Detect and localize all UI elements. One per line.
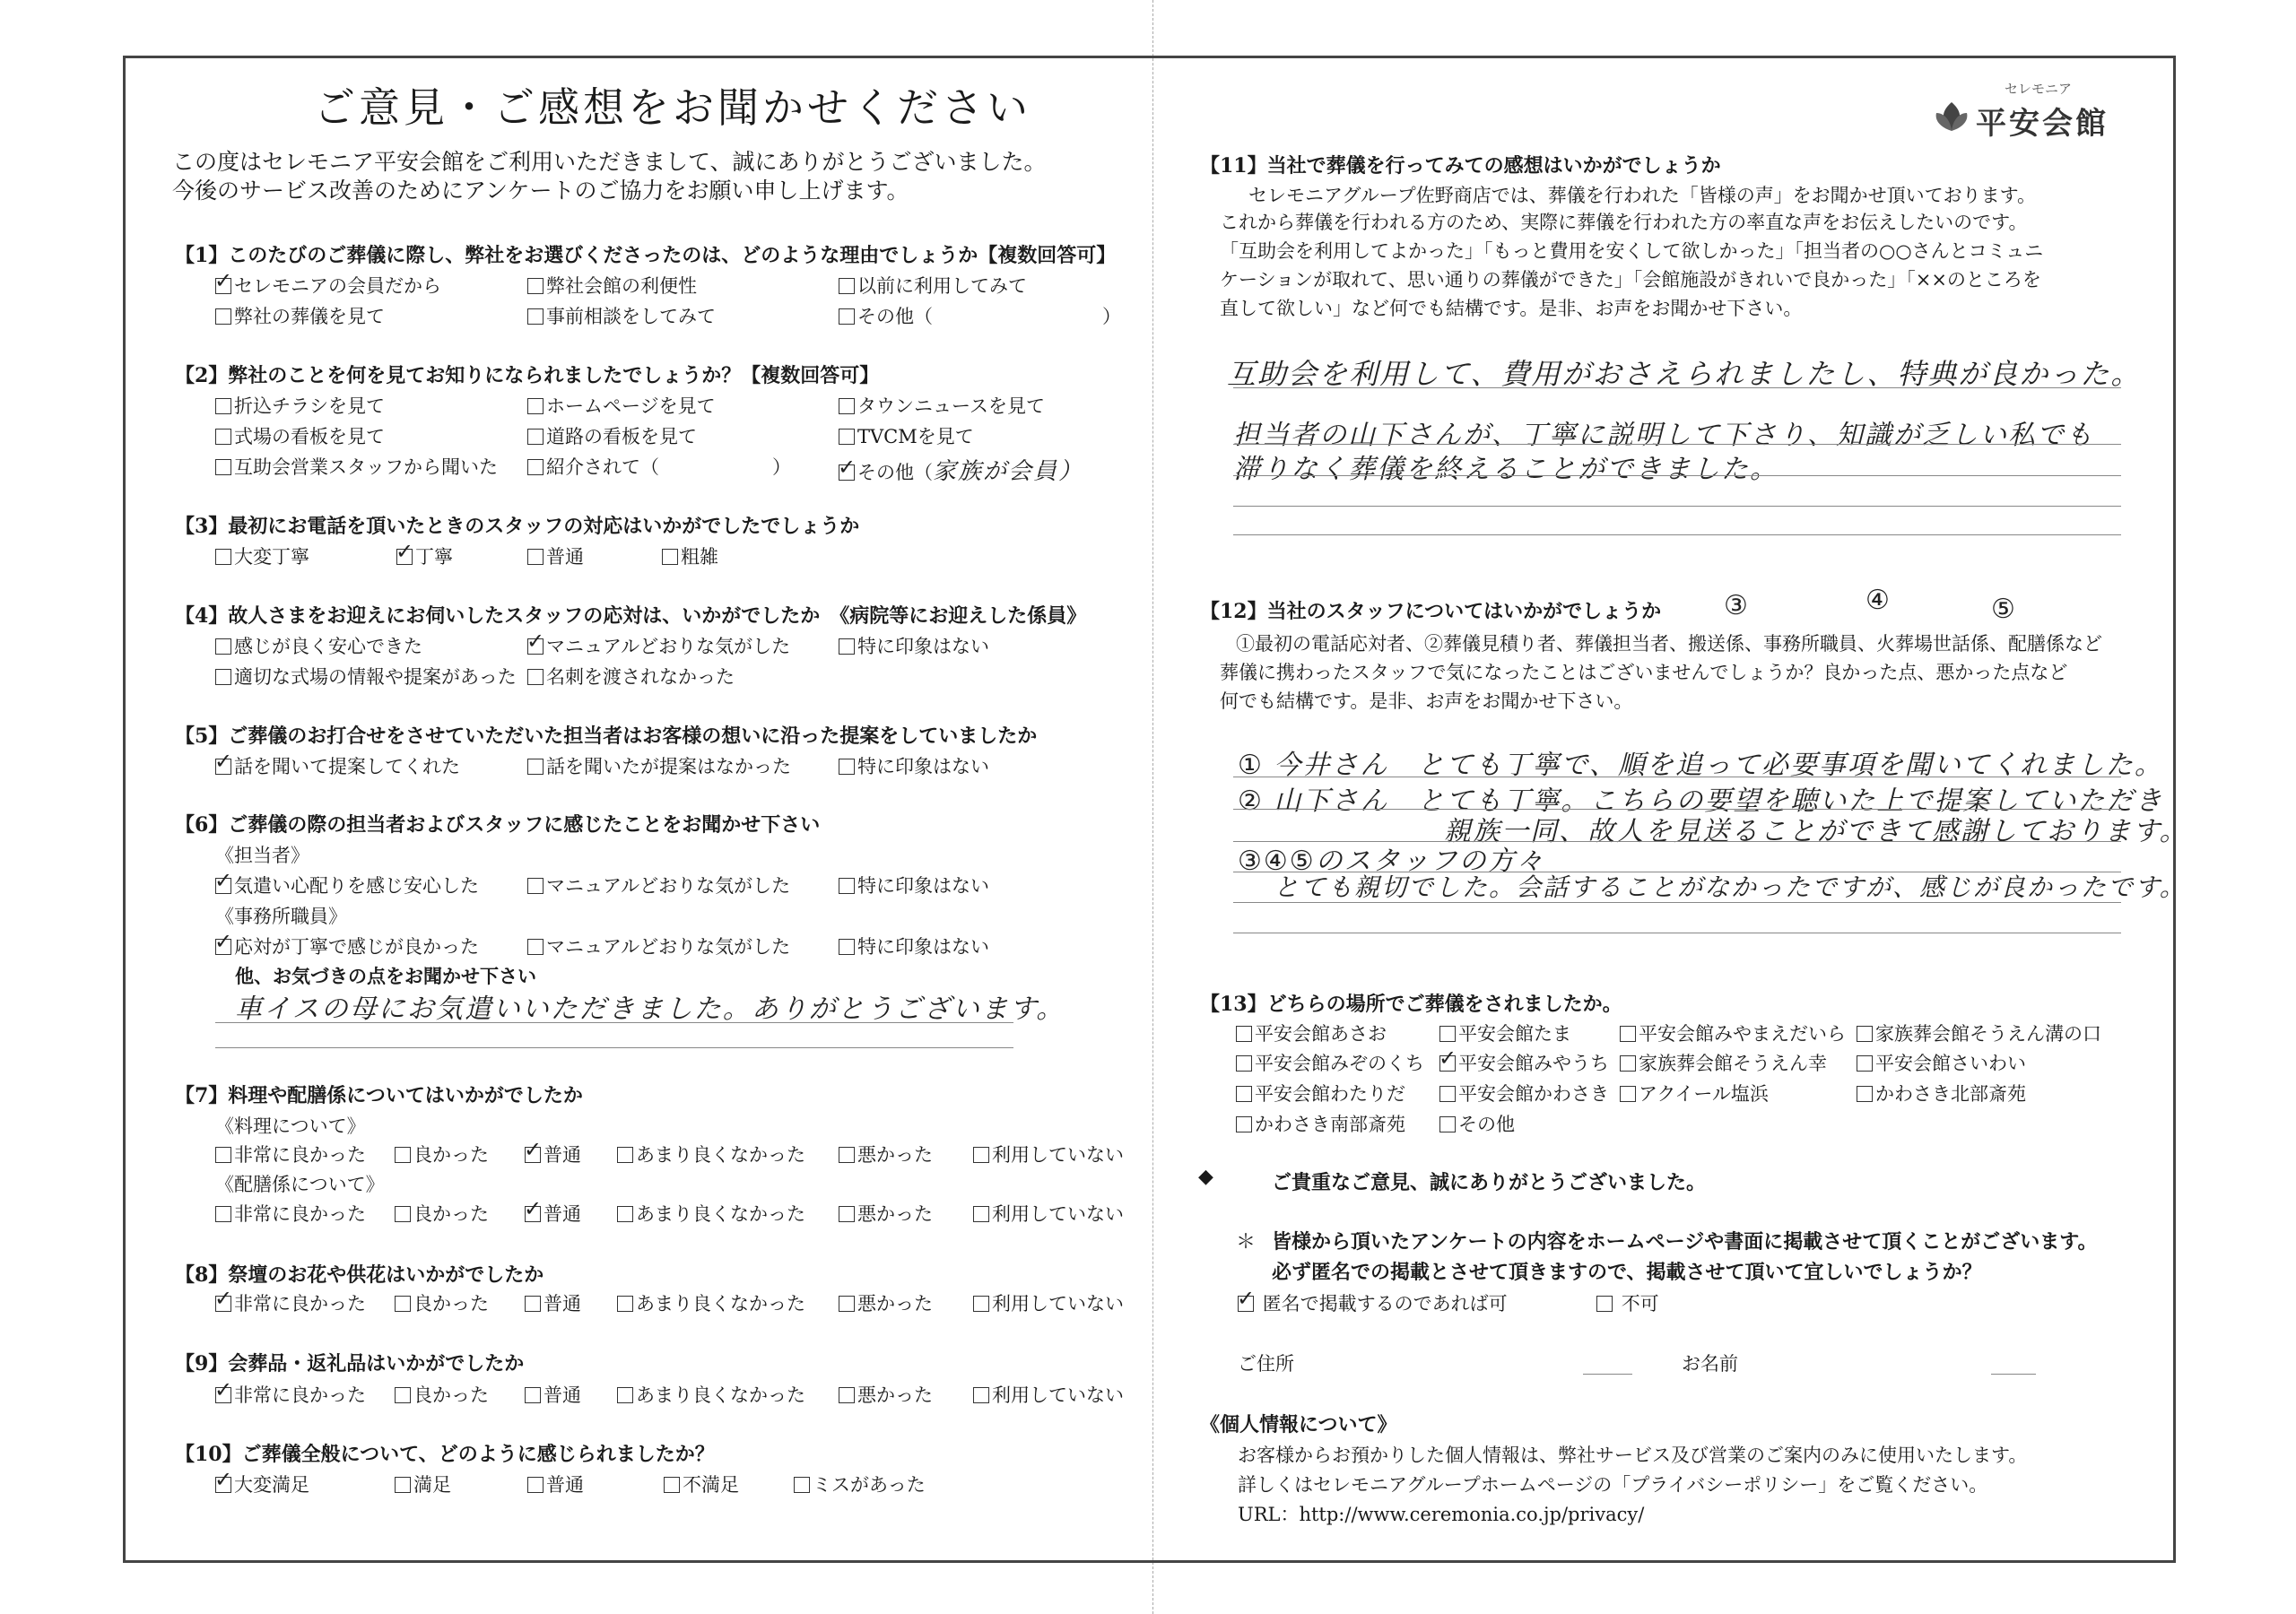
checkbox[interactable] bbox=[527, 429, 544, 445]
q4-option[interactable]: 適切な式場の情報や提案があった bbox=[215, 663, 517, 690]
q12-handwritten: とても親切でした。会話することがなかったですが、感じが良かったです。 bbox=[1274, 872, 2187, 902]
q11-text: これから葬儀を行われる方のため、実際に葬儀を行われた方の率直な声をお伝えしたいのです。 bbox=[1220, 212, 2028, 233]
checkbox[interactable] bbox=[1236, 1026, 1252, 1042]
q6-handwritten: 車イスの母にお気遣いいただきました。ありがとうございます。 bbox=[235, 994, 1065, 1025]
publish-option-no[interactable]: 不可 bbox=[1596, 1289, 1659, 1316]
q7-option[interactable]: ✓ 普通 bbox=[525, 1141, 581, 1167]
q9-option[interactable]: あまり良くなかった bbox=[617, 1381, 805, 1408]
checkbox[interactable] bbox=[839, 1387, 855, 1403]
checkbox[interactable] bbox=[617, 1296, 633, 1312]
checkbox[interactable] bbox=[527, 459, 544, 475]
q2-option[interactable]: タウンニュースを見て bbox=[839, 392, 1045, 419]
q10-label: 【10】ご葬儀全般について、どのように感じられましたか？ bbox=[175, 1443, 715, 1466]
address-line[interactable] bbox=[1583, 1374, 1632, 1375]
checkbox[interactable] bbox=[1236, 1116, 1252, 1132]
checkbox[interactable] bbox=[839, 1296, 855, 1312]
checkbox-checked[interactable] bbox=[215, 1296, 231, 1312]
answer-line bbox=[1233, 534, 2121, 535]
q2-option[interactable]: ✓ その他（家族が会員） bbox=[839, 453, 1083, 486]
checkbox[interactable] bbox=[839, 759, 855, 775]
checkbox[interactable] bbox=[1439, 1116, 1456, 1132]
checkbox-checked[interactable] bbox=[215, 1387, 231, 1403]
publish-note-2: 必ず匿名での掲載とさせて頂きますので、掲載させて頂いて宜しいでしょうか？ bbox=[1272, 1261, 1982, 1284]
q13-option[interactable]: その他 bbox=[1439, 1110, 1515, 1137]
checkbox[interactable] bbox=[395, 1477, 411, 1493]
q12-handwritten: ③④⑤のスタッフの方々 bbox=[1238, 846, 1545, 877]
privacy-url[interactable]: URL：http://www.ceremonia.co.jp/privacy/ bbox=[1238, 1504, 1645, 1525]
q6-option[interactable]: ✓応対が丁寧で感じが良かった bbox=[215, 933, 479, 959]
q7-option[interactable]: 悪かった bbox=[839, 1141, 933, 1167]
q1-option[interactable]: ✓セレモニアの会員だから bbox=[215, 272, 441, 299]
checkbox[interactable] bbox=[1236, 1086, 1252, 1102]
checkbox[interactable] bbox=[527, 398, 544, 414]
logo-name: 平安会館 bbox=[1976, 106, 2109, 142]
answer-line bbox=[1233, 444, 2121, 445]
publish-note-1: 皆様から頂いたアンケートの内容をホームページや書面に掲載させて頂くことがございます。 bbox=[1272, 1230, 2098, 1254]
q13-option[interactable]: ✓ 平安会館みやうち bbox=[1439, 1049, 1609, 1076]
checkbox[interactable] bbox=[215, 638, 231, 655]
q2-handwritten: 家族が会員） bbox=[933, 458, 1084, 485]
diamond-icon: ◆ bbox=[1198, 1166, 1213, 1188]
checkbox[interactable] bbox=[215, 1147, 231, 1163]
checkbox[interactable] bbox=[839, 429, 855, 445]
intro-line-1: この度はセレモニア平安会館をご利用いただきまして、誠にありがとうございました。 bbox=[172, 149, 1047, 175]
checkbox[interactable] bbox=[527, 878, 544, 894]
q4-option[interactable]: 名刺を渡されなかった bbox=[527, 663, 735, 690]
checkbox-checked[interactable] bbox=[527, 638, 544, 655]
q8-option[interactable]: ✓非常に良かった bbox=[215, 1289, 366, 1316]
q8-option[interactable]: 悪かった bbox=[839, 1289, 933, 1316]
privacy-line-2: 詳しくはセレモニアグループホームページの「プライバシーポリシー」をご覧ください。 bbox=[1238, 1474, 1988, 1496]
q10-option[interactable]: ✓大変満足 bbox=[215, 1471, 309, 1497]
q6-sub2: 《事務所職員》 bbox=[215, 906, 347, 927]
logo-flower-icon bbox=[1933, 99, 1970, 134]
q3-option[interactable]: 普通 bbox=[527, 542, 584, 569]
q7-option[interactable]: 良かった bbox=[395, 1200, 489, 1227]
checkbox[interactable] bbox=[662, 549, 678, 565]
checkbox[interactable] bbox=[527, 759, 544, 775]
q7-option[interactable]: 非常に良かった bbox=[215, 1200, 366, 1227]
checkbox[interactable] bbox=[525, 1296, 541, 1312]
q2-option[interactable]: 紹介されて（ ） bbox=[527, 453, 791, 480]
q1-option[interactable]: 以前に利用してみて bbox=[839, 272, 1027, 299]
q10-option[interactable]: 普通 bbox=[527, 1471, 584, 1497]
checkbox[interactable] bbox=[525, 1387, 541, 1403]
q7-option[interactable]: 悪かった bbox=[839, 1200, 933, 1227]
q13-option[interactable]: 平安会館わたりだ bbox=[1236, 1080, 1405, 1106]
checkbox-checked[interactable] bbox=[215, 939, 231, 955]
q4-option[interactable]: ✓ マニュアルどおりな気がした bbox=[527, 632, 790, 659]
checkbox[interactable] bbox=[839, 398, 855, 414]
q6-other-label: 他、お気づきの点をお聞かせ下さい bbox=[235, 965, 536, 987]
q6-sub1: 《担当者》 bbox=[215, 845, 309, 866]
q6-option[interactable]: 特に印象はない bbox=[839, 872, 989, 898]
q12-handwritten: ① 今井さん とても丁寧で、順を追って必要事項を聞いてくれました。 bbox=[1238, 750, 2163, 781]
q7-option[interactable]: 利用していない bbox=[973, 1200, 1124, 1227]
address-label: ご住所 bbox=[1238, 1353, 1294, 1375]
q10-option[interactable]: ミスがあった bbox=[794, 1471, 926, 1497]
checkbox[interactable] bbox=[395, 1296, 411, 1312]
q13-option[interactable]: 平安会館あさお bbox=[1236, 1020, 1387, 1046]
q11-text: 直して欲しい」など何でも結構です。是非、お声をお聞かせ下さい。 bbox=[1220, 298, 1803, 319]
q1-option[interactable]: 弊社の葬儀を見て bbox=[215, 302, 385, 329]
q6-option[interactable]: ✓気遣い心配りを感じ安心した bbox=[215, 872, 479, 898]
checkbox[interactable] bbox=[527, 308, 544, 325]
q11-handwritten: 互助会を利用して、費用がおさえられましたし、特典が良かった。 bbox=[1227, 357, 2142, 391]
intro-line-2: 今後のサービス改善のためにアンケートのご協力をお願い申し上げます。 bbox=[172, 178, 909, 204]
answer-line bbox=[1233, 506, 2121, 507]
q1-option[interactable]: その他（ ） bbox=[839, 302, 1121, 329]
q11-text: 「互助会を利用してよかった」「もっと費用を安くして欲しかった」「担当者の○○さんとコミュニ bbox=[1220, 240, 2044, 262]
q5-label: 【5】ご葬儀のお打合せをさせていただいた担当者はお客様の想いに沿った提案をしていましたか bbox=[175, 725, 1038, 748]
checkbox[interactable] bbox=[839, 1147, 855, 1163]
checkbox[interactable] bbox=[215, 1206, 231, 1222]
page-title: ご意見・ご感想をお聞かせください bbox=[314, 83, 1031, 132]
q13-option[interactable]: 平安会館さいわい bbox=[1857, 1049, 2026, 1076]
q12-text: 何でも結構です。是非、お声をお聞かせ下さい。 bbox=[1220, 690, 1633, 712]
checkbox[interactable] bbox=[839, 878, 855, 894]
q7-option[interactable]: 利用していない bbox=[973, 1141, 1124, 1167]
checkbox-checked[interactable] bbox=[215, 878, 231, 894]
q7-sub2: 《配膳係について》 bbox=[215, 1174, 385, 1195]
q8-option[interactable]: 良かった bbox=[395, 1289, 489, 1316]
checkbox[interactable] bbox=[527, 278, 544, 294]
answer-line bbox=[1233, 475, 2121, 476]
checkbox[interactable] bbox=[527, 549, 544, 565]
q6-option[interactable]: 特に印象はない bbox=[839, 933, 989, 959]
q13-option[interactable]: 家族葬会館そうえん幸 bbox=[1620, 1049, 1827, 1076]
q2-option[interactable]: 道路の看板を見て bbox=[527, 422, 697, 449]
q5-option[interactable]: ✓話を聞いて提案してくれた bbox=[215, 752, 460, 779]
checkbox-checked[interactable] bbox=[839, 464, 855, 481]
checkbox[interactable] bbox=[1236, 1055, 1252, 1072]
q5-option[interactable]: 話を聞いたが提案はなかった bbox=[527, 752, 791, 779]
q7-option[interactable]: あまり良くなかった bbox=[617, 1141, 805, 1167]
q2-option[interactable]: ホームページを見て bbox=[527, 392, 716, 419]
q7-option[interactable]: 非常に良かった bbox=[215, 1141, 366, 1167]
checkbox[interactable] bbox=[1620, 1086, 1636, 1102]
q4-option[interactable]: 特に印象はない bbox=[839, 632, 989, 659]
privacy-line-1: お客様からお預かりした個人情報は、弊社サービス及び営業のご案内のみに使用いたします。 bbox=[1238, 1445, 2028, 1466]
checkbox-checked[interactable] bbox=[525, 1206, 541, 1222]
q2-option[interactable]: 折込チラシを見て bbox=[215, 392, 385, 419]
checkbox[interactable] bbox=[395, 1387, 411, 1403]
q3-option[interactable]: 大変丁寧 bbox=[215, 542, 309, 569]
q7-sub1: 《料理について》 bbox=[215, 1115, 366, 1137]
q1-option[interactable]: 弊社会館の利便性 bbox=[527, 272, 697, 299]
checkbox[interactable] bbox=[839, 939, 855, 955]
checkbox-checked[interactable] bbox=[1238, 1296, 1254, 1312]
checkbox[interactable] bbox=[527, 669, 544, 685]
checkbox[interactable] bbox=[395, 1206, 411, 1222]
q6-label: 【6】ご葬儀の際の担当者およびスタッフに感じたことをお聞かせ下さい bbox=[175, 813, 821, 837]
checkbox[interactable] bbox=[215, 429, 231, 445]
q13-option[interactable]: 平安会館たま bbox=[1439, 1020, 1571, 1046]
q3-label: 【3】最初にお電話を頂いたときのスタッフの対応はいかがでしたでしょうか bbox=[175, 515, 860, 538]
q9-option[interactable]: 悪かった bbox=[839, 1381, 933, 1408]
checkbox[interactable] bbox=[1439, 1026, 1456, 1042]
q12-label: 【12】当社のスタッフについてはいかがでしょうか bbox=[1200, 600, 1662, 623]
checkbox-checked[interactable] bbox=[396, 549, 413, 565]
checkbox[interactable] bbox=[1857, 1055, 1873, 1072]
thanks-text: ご貴重なご意見、誠にありがとうございました。 bbox=[1272, 1171, 1707, 1194]
q9-option[interactable]: 良かった bbox=[395, 1381, 489, 1408]
checkbox[interactable] bbox=[839, 638, 855, 655]
q13-option[interactable]: アクイール塩浜 bbox=[1620, 1080, 1769, 1106]
checkbox[interactable] bbox=[617, 1387, 633, 1403]
name-label: お名前 bbox=[1682, 1353, 1738, 1375]
checkbox[interactable] bbox=[973, 1387, 989, 1403]
publish-option-yes[interactable]: ✓ 匿名で掲載するのであれば可 bbox=[1238, 1289, 1508, 1316]
checkbox[interactable] bbox=[617, 1147, 633, 1163]
asterisk-icon: ＊ bbox=[1236, 1231, 1257, 1254]
checkbox-checked[interactable] bbox=[525, 1147, 541, 1163]
q10-option[interactable]: 満足 bbox=[395, 1471, 451, 1497]
answer-line bbox=[1233, 387, 2121, 388]
checkbox[interactable] bbox=[215, 308, 231, 325]
q13-option[interactable]: かわさき南部斎苑 bbox=[1236, 1110, 1405, 1137]
checkbox[interactable] bbox=[1857, 1026, 1873, 1042]
q13-option[interactable]: 平安会館みやまえだいら bbox=[1620, 1020, 1846, 1046]
checkbox[interactable] bbox=[527, 1477, 544, 1493]
checkbox[interactable] bbox=[215, 459, 231, 475]
q9-option[interactable]: 利用していない bbox=[973, 1381, 1124, 1408]
checkbox[interactable] bbox=[794, 1477, 810, 1493]
checkbox-checked[interactable] bbox=[215, 1477, 231, 1493]
checkbox[interactable] bbox=[617, 1206, 633, 1222]
checkbox[interactable] bbox=[1620, 1026, 1636, 1042]
q12-text: 葬儀に携わったスタッフで気になったことはございませんでしょうか？良かった点、悪かった点など bbox=[1220, 662, 2068, 683]
q11-label: 【11】当社で葬儀を行ってみての感想はいかがでしょうか bbox=[1200, 154, 1721, 178]
q8-label: 【8】祭壇のお花や供花はいかがでしたか bbox=[175, 1263, 544, 1287]
q12-mark: ⑤ bbox=[1991, 594, 2017, 625]
q4-option[interactable]: 感じが良く安心できた bbox=[215, 632, 422, 659]
q7-option[interactable]: 良かった bbox=[395, 1141, 489, 1167]
q2-option[interactable]: TVCMを見て bbox=[839, 422, 974, 449]
q11-handwritten: 担当者の山下さんが、丁寧に説明して下さり、知識が乏しい私でも bbox=[1233, 420, 2094, 451]
checkbox[interactable] bbox=[215, 398, 231, 414]
q2-option[interactable]: 式場の看板を見て bbox=[215, 422, 385, 449]
checkbox[interactable] bbox=[215, 549, 231, 565]
q11-handwritten: 滞りなく葬儀を終えることができました。 bbox=[1233, 454, 1779, 485]
q13-option[interactable]: 平安会館みぞのくち bbox=[1236, 1049, 1424, 1076]
answer-line bbox=[1233, 902, 2121, 903]
q7-option[interactable]: あまり良くなかった bbox=[617, 1200, 805, 1227]
name-line[interactable] bbox=[1991, 1374, 2036, 1375]
checkbox[interactable] bbox=[973, 1206, 989, 1222]
checkbox[interactable] bbox=[1439, 1086, 1456, 1102]
privacy-title: 《個人情報について》 bbox=[1200, 1413, 1397, 1436]
checkbox[interactable] bbox=[395, 1147, 411, 1163]
q11-text: ケーションが取れて、思い通りの葬儀ができた」「会館施設がきれいで良かった」「××のところを bbox=[1220, 269, 2041, 291]
q11-text: セレモニアグループ佐野商店では、葬儀を行われた「皆様の声」をお聞かせ頂いております。 bbox=[1248, 185, 2037, 206]
checkbox[interactable] bbox=[527, 939, 544, 955]
q4-label: 【4】故人さまをお迎えにお伺いしたスタッフの応対は、いかがでしたか 《病院等にお迎えした係員》 bbox=[175, 604, 1087, 628]
checkbox[interactable] bbox=[973, 1147, 989, 1163]
checkbox[interactable] bbox=[839, 278, 855, 294]
q9-option[interactable]: ✓非常に良かった bbox=[215, 1381, 366, 1408]
q12-handwritten: ② 山下さん とても丁寧。こちらの要望を聴いた上で提案していただき bbox=[1238, 785, 2164, 817]
logo-small-text: セレモニア bbox=[2005, 81, 2073, 97]
checkbox[interactable] bbox=[973, 1296, 989, 1312]
q13-option[interactable]: 平安会館かわさき bbox=[1439, 1080, 1609, 1106]
checkbox-checked[interactable] bbox=[1439, 1055, 1456, 1072]
q6-option[interactable]: マニュアルどおりな気がした bbox=[527, 872, 790, 898]
q12-mark: ③ bbox=[1724, 590, 1750, 621]
checkbox-checked[interactable] bbox=[215, 278, 231, 294]
q2-option[interactable]: 互助会営業スタッフから聞いた bbox=[215, 453, 498, 480]
q12-handwritten: 親族一同、故人を見送ることができて感謝しております。 bbox=[1444, 816, 2188, 847]
checkbox[interactable] bbox=[1620, 1055, 1636, 1072]
q12-mark: ④ bbox=[1866, 585, 1892, 616]
q13-label: 【13】どちらの場所でご葬儀をされましたか。 bbox=[1200, 993, 1622, 1016]
answer-line bbox=[215, 1022, 1013, 1023]
q6-option[interactable]: マニュアルどおりな気がした bbox=[527, 933, 790, 959]
q12-text: ①最初の電話応対者、②葬儀見積り者、葬儀担当者、搬送係、事務所職員、火葬場世話係、配膳係など bbox=[1236, 633, 2102, 655]
checkbox[interactable] bbox=[839, 308, 855, 325]
checkbox[interactable] bbox=[839, 1206, 855, 1222]
q5-option[interactable]: 特に印象はない bbox=[839, 752, 989, 779]
checkbox[interactable] bbox=[1596, 1296, 1613, 1312]
checkbox[interactable] bbox=[1857, 1086, 1873, 1102]
checkbox-checked[interactable] bbox=[215, 759, 231, 775]
q9-label: 【9】会葬品・返礼品はいかがでしたか bbox=[175, 1352, 525, 1375]
q8-option[interactable]: 普通 bbox=[525, 1289, 581, 1316]
checkbox[interactable] bbox=[664, 1477, 680, 1493]
q3-option[interactable]: 粗雑 bbox=[662, 542, 718, 569]
q3-option[interactable]: ✓ 丁寧 bbox=[396, 542, 453, 569]
q8-option[interactable]: 利用していない bbox=[973, 1289, 1124, 1316]
q10-option[interactable]: 不満足 bbox=[664, 1471, 739, 1497]
q7-label: 【7】料理や配膳係についてはいかがでしたか bbox=[175, 1084, 583, 1107]
q2-label: 【2】弊社のことを何を見てお知りになられましたでしょうか？【複数回答可】 bbox=[175, 364, 880, 387]
q13-option[interactable]: かわさき北部斎苑 bbox=[1857, 1080, 2026, 1106]
q1-option[interactable]: 事前相談をしてみて bbox=[527, 302, 716, 329]
checkbox[interactable] bbox=[215, 669, 231, 685]
q1-label: 【1】このたびのご葬儀に際し、弊社をお選びくださったのは、どのような理由でしょうか【複数回答可】 bbox=[175, 244, 1117, 267]
q8-option[interactable]: あまり良くなかった bbox=[617, 1289, 805, 1316]
q7-option[interactable]: ✓ 普通 bbox=[525, 1200, 581, 1227]
q9-option[interactable]: 普通 bbox=[525, 1381, 581, 1408]
q13-option[interactable]: 家族葬会館そうえん溝の口 bbox=[1857, 1020, 2101, 1046]
answer-line bbox=[215, 1047, 1013, 1048]
